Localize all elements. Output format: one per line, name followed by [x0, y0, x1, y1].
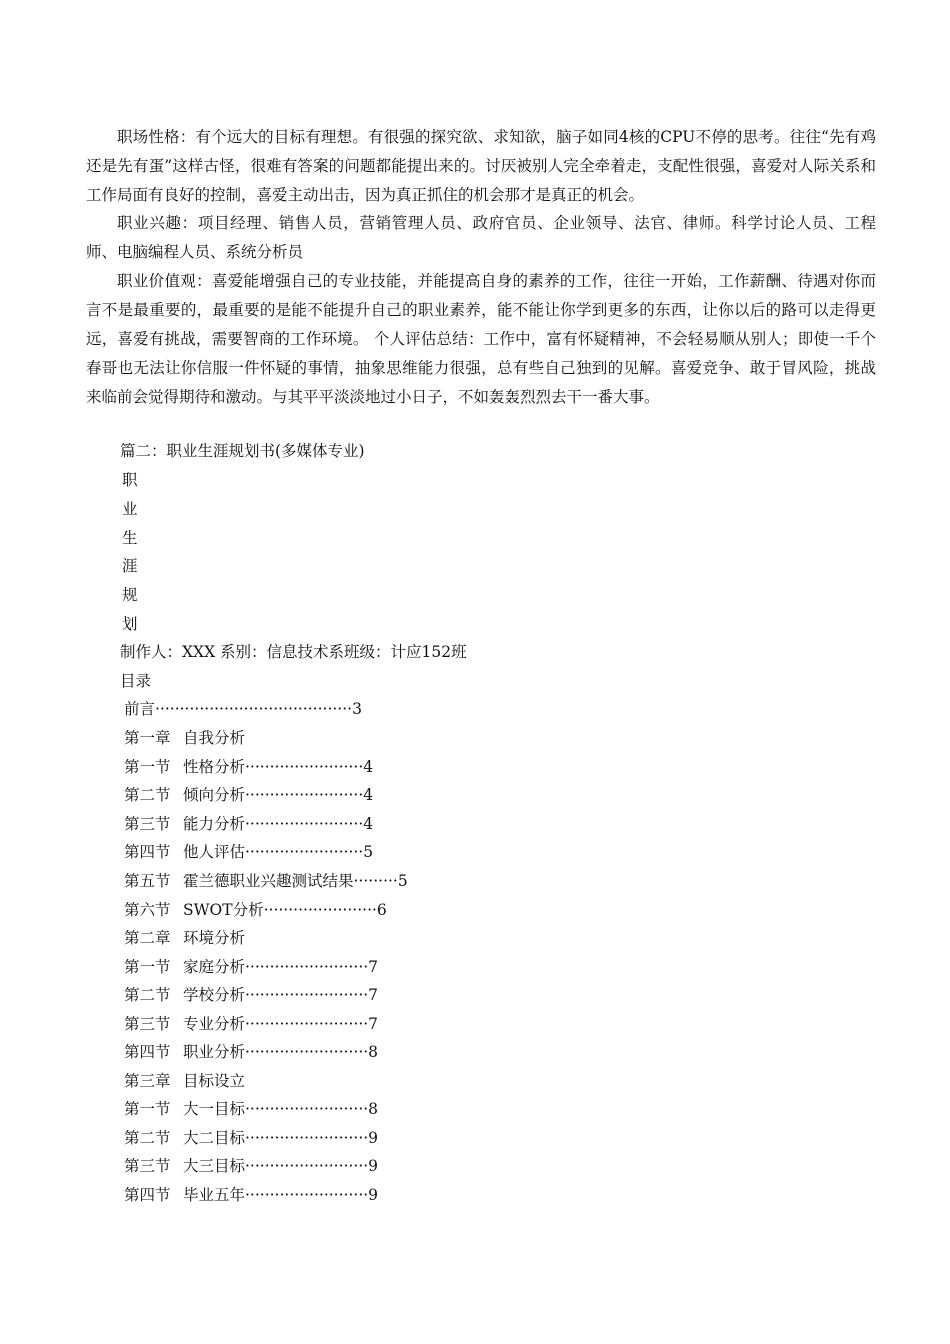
- author-line: 制作人：XXX 系别：信息技术系班级：计应152班: [120, 643, 467, 661]
- toc-entry-text: 自我分析: [183, 729, 246, 747]
- toc-entry-text: 大三目标·························9: [183, 1157, 379, 1175]
- toc-entry: [124, 757, 373, 777]
- toc-entry: [124, 1071, 245, 1091]
- toc-entry: [124, 871, 408, 891]
- toc-entry-label: 第六节: [124, 901, 171, 919]
- toc-entry: [124, 1156, 378, 1176]
- toc-entry-label: 第四节: [124, 843, 171, 861]
- toc-entry: [124, 699, 362, 719]
- vertical-title-char: 划: [122, 615, 138, 633]
- toc-entry: [124, 814, 373, 834]
- toc-entry-label: 第三章: [124, 1072, 171, 1090]
- toc-entry: [124, 1128, 378, 1148]
- toc-entry-text: 环境分析: [183, 929, 246, 947]
- toc-entry-label: 第三节: [124, 1015, 171, 1033]
- toc-entry-text: 大一目标·························8: [183, 1100, 379, 1118]
- paragraph-career-personality: 职场性格：有个远大的目标有理想。有很强的探究欲、求知欲，脑子如同4核的CPU不停的思考。往往“先有鸡还是先有蛋”这样古怪，很难有答案的问题都能提出来的。讨厌被别人完全牵着走，支配性很强，喜爱对人际关系和工作局面有良好的控制，喜爱主动出击，因为真正抓住的机会那才是真正的机会。: [86, 128, 876, 204]
- toc-entry: [124, 1014, 378, 1034]
- toc-entry-text: 能力分析························4: [183, 815, 374, 833]
- toc-entry-text: 学校分析·························7: [183, 986, 379, 1004]
- vertical-title-char: 涯: [122, 557, 138, 575]
- vertical-title-char: 规: [122, 586, 138, 604]
- toc-entry-label: 第五节: [124, 872, 171, 890]
- section-heading: 篇二：职业生涯规划书(多媒体专业): [120, 442, 365, 460]
- toc-entry: [124, 957, 378, 977]
- toc-entry: [124, 900, 387, 920]
- toc-entry-text: 职业分析·························8: [183, 1043, 379, 1061]
- vertical-title-char: 职: [122, 471, 138, 489]
- toc-title: 目录: [120, 672, 152, 690]
- toc-entry-text: 性格分析························4: [183, 758, 374, 776]
- toc-entry-label: 第三节: [124, 815, 171, 833]
- paragraph-career-interests: 职业兴趣：项目经理、销售人员，营销管理人员、政府官员、企业领导、法官、律师。科学讨论人员、工程师、电脑编程人员、系统分析员: [86, 214, 876, 261]
- toc-entry-text: 毕业五年·························9: [183, 1186, 379, 1204]
- vertical-title-char: 业: [122, 500, 138, 518]
- toc-entry-label: 第二节: [124, 986, 171, 1004]
- vertical-title-char: 生: [122, 529, 138, 547]
- toc-entry-label: 第二节: [124, 786, 171, 804]
- toc-entry-label: 第三节: [124, 1157, 171, 1175]
- toc-entry-text: 前言········································3: [124, 700, 362, 718]
- toc-entry-text: 家庭分析·························7: [183, 958, 379, 976]
- toc-entry-label: 第一章: [124, 729, 171, 747]
- toc-entry-label: 第一节: [124, 1100, 171, 1118]
- toc-entry-text: 专业分析·························7: [183, 1015, 379, 1033]
- toc-entry-text: 他人评估························5: [183, 843, 374, 861]
- toc-entry-label: 第四节: [124, 1186, 171, 1204]
- toc-entry: [124, 785, 373, 805]
- toc-entry-label: 第二章: [124, 929, 171, 947]
- paragraph-career-values: 职业价值观：喜爱能增强自己的专业技能，并能提高自身的素养的工作，往往一开始，工作薪酬、待遇对你而言不是最重要的，最重要的是能不能提升自己的职业素养，能不能让你学到更多的东西，让你以后的路可以走得更远，喜爱有挑战，需要智商的工作环境。 个人评估总结：工作中，富有怀疑精神，不会轻易顺从别人；即使一千个春哥也无法让你信服一件怀疑的事情，抽象思维能力很强，总有些自己独到的见解。喜爱竞争、敢于冒风险，挑战来临前会觉得期待和激动。与其平平淡淡地过小日子，不如轰轰烈烈去干一番大事。: [86, 272, 876, 406]
- toc-entry: [124, 1099, 378, 1119]
- toc-entry-text: SWOT分析·······················6: [183, 901, 387, 919]
- toc-entry-text: 大二目标·························9: [183, 1129, 379, 1147]
- toc-entry-text: 目标设立: [183, 1072, 246, 1090]
- toc-entry: [124, 842, 373, 862]
- toc-entry: [124, 985, 378, 1005]
- toc-entry: [124, 728, 245, 748]
- toc-entry-label: 第一节: [124, 758, 171, 776]
- toc-entry: [124, 928, 245, 948]
- toc-entry-label: 第一节: [124, 958, 171, 976]
- toc-entry-label: 第二节: [124, 1129, 171, 1147]
- toc-entry-text: 倾向分析························4: [183, 786, 374, 804]
- toc-entry: [124, 1042, 378, 1062]
- toc-entry-label: 第四节: [124, 1043, 171, 1061]
- toc-entry: [124, 1185, 378, 1205]
- toc-entry-text: 霍兰德职业兴趣测试结果·········5: [183, 872, 408, 890]
